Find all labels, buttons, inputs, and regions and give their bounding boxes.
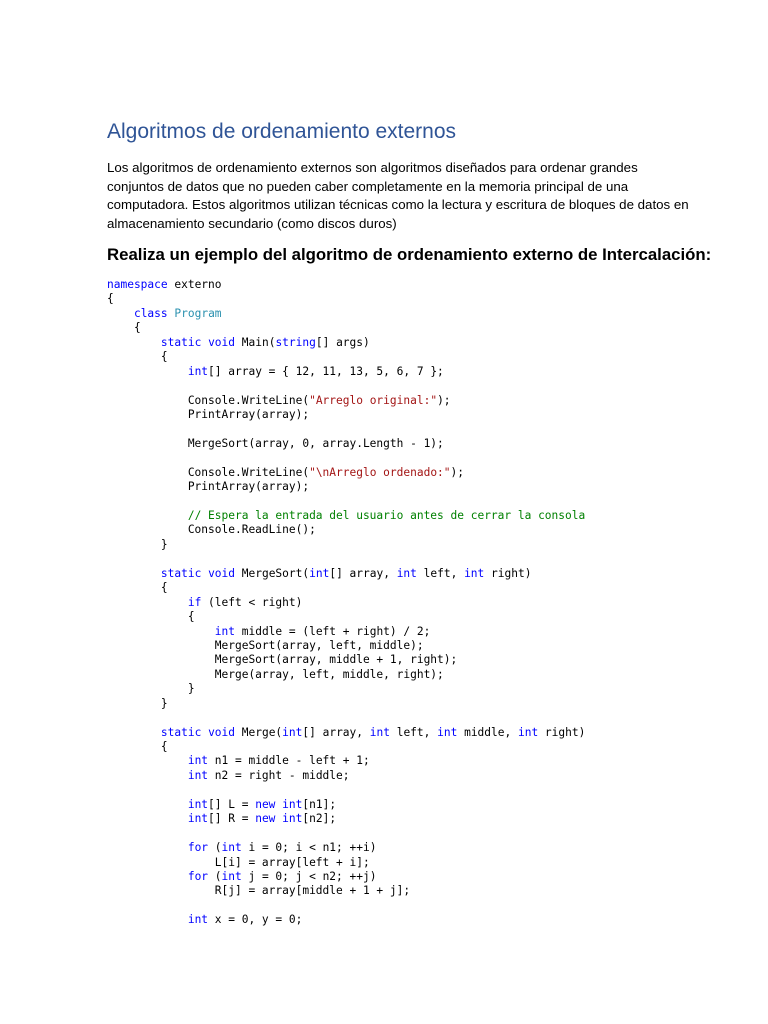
code-text: ); — [437, 393, 451, 407]
code-keyword: int — [187, 768, 209, 782]
code-string: "Arreglo original:" — [309, 393, 438, 407]
code-keyword: int — [187, 797, 209, 811]
code-keyword: int — [282, 797, 303, 811]
code-line — [107, 899, 585, 913]
code-line — [107, 379, 585, 393]
code-line — [107, 567, 585, 581]
code-line — [107, 581, 585, 595]
code-text: left, — [389, 725, 438, 739]
code-text: PrintArray(array); — [107, 407, 310, 421]
code-text — [107, 812, 188, 825]
code-keyword: int — [309, 566, 330, 580]
code-text: ); — [450, 465, 465, 479]
code-keyword: void — [208, 725, 236, 739]
code-line — [107, 754, 585, 768]
code-text — [107, 913, 188, 926]
code-keyword: static — [160, 335, 202, 349]
code-text: MergeSort(array, 0, array.Length - 1); — [107, 436, 444, 450]
code-text: ( — [208, 869, 222, 883]
code-text: [] array = { 12, 11, 13, 5, 6, 7 }; — [208, 364, 444, 378]
code-text — [107, 769, 188, 782]
code-text: right) — [484, 566, 532, 580]
code-line — [107, 336, 585, 350]
code-text: n2 = right - middle; — [208, 768, 350, 782]
code-keyword: int — [282, 812, 303, 826]
code-line — [107, 495, 585, 509]
code-line — [107, 365, 585, 379]
code-line — [107, 292, 585, 306]
code-line — [107, 870, 585, 884]
code-line — [107, 307, 585, 321]
code-keyword: if — [187, 595, 202, 609]
code-string: "\nArreglo ordenado:" — [309, 465, 451, 479]
code-text: right) — [538, 725, 586, 739]
code-text: [] array, — [329, 566, 397, 580]
code-line — [107, 596, 585, 610]
code-line — [107, 321, 585, 335]
code-line — [107, 783, 585, 797]
code-text: i = 0; i < n1; ++i) — [241, 841, 377, 855]
code-line — [107, 726, 585, 740]
code-block — [107, 278, 585, 928]
code-text: [n2]; — [302, 812, 337, 826]
code-keyword: int — [396, 566, 417, 580]
code-line — [107, 422, 585, 436]
code-text: { — [107, 292, 114, 306]
code-line — [107, 278, 585, 292]
code-text: { — [107, 350, 168, 364]
code-line — [107, 856, 585, 870]
code-text: Console.WriteLine( — [107, 393, 310, 407]
code-text: } — [107, 537, 168, 551]
code-keyword: for — [187, 841, 209, 855]
code-text: ( — [208, 841, 222, 855]
code-keyword: int — [187, 812, 209, 826]
intro-line: Los algoritmos de ordenamiento externos son algoritmos diseñados para ordenar grandes — [107, 160, 638, 175]
code-line — [107, 740, 585, 754]
code-line — [107, 769, 585, 783]
code-keyword: int — [464, 566, 485, 580]
code-line — [107, 437, 585, 451]
code-keyword: new — [255, 812, 276, 826]
code-keyword: int — [369, 725, 390, 739]
code-line — [107, 697, 585, 711]
code-text: MergeSort(array, left, middle); — [107, 638, 424, 652]
code-text: [] args) — [315, 335, 370, 349]
code-line — [107, 480, 585, 494]
code-text: [] array, — [302, 725, 370, 739]
code-keyword: int — [221, 869, 242, 883]
code-line — [107, 466, 585, 480]
intro-line: almacenamiento secundario (como discos duros) — [107, 216, 397, 232]
code-text — [107, 625, 215, 638]
code-line — [107, 552, 585, 566]
code-text: { — [107, 610, 195, 624]
code-text: } — [107, 682, 195, 696]
code-text: } — [107, 696, 168, 710]
code-text: R[j] = array[middle + 1 + j]; — [107, 884, 411, 898]
code-text: { — [107, 321, 141, 335]
code-line — [107, 625, 585, 639]
code-keyword: int — [214, 624, 235, 638]
code-keyword: int — [282, 725, 303, 739]
code-text — [107, 870, 188, 883]
code-line — [107, 653, 585, 667]
code-line — [107, 394, 585, 408]
code-text: [] R = — [208, 812, 256, 826]
code-line — [107, 451, 585, 465]
code-text: Console.WriteLine( — [107, 465, 310, 479]
code-line — [107, 884, 585, 898]
code-text: n1 = middle - left + 1; — [208, 754, 370, 768]
intro-paragraph — [107, 159, 687, 234]
code-line — [107, 408, 585, 422]
code-text: x = 0, y = 0; — [208, 913, 303, 927]
intro-line: conjuntos de datos que no pueden caber completamente en la memoria principal de una — [107, 178, 629, 194]
code-text: { — [107, 740, 168, 753]
code-text: { — [107, 581, 168, 595]
code-text: Merge( — [235, 725, 283, 739]
code-keyword: int — [187, 754, 209, 768]
code-text: Merge(array, left, middle, right); — [107, 667, 444, 681]
code-keyword: namespace — [107, 278, 168, 291]
code-keyword: string — [275, 335, 316, 349]
code-keyword: class — [133, 306, 168, 320]
code-line — [107, 812, 585, 826]
code-text — [107, 726, 161, 739]
code-text: L[i] = array[left + i]; — [107, 855, 370, 869]
code-text: [n1]; — [302, 797, 337, 811]
code-text — [107, 798, 188, 811]
code-text — [107, 754, 188, 767]
code-keyword: new — [255, 797, 276, 811]
code-text: middle = (left + right) / 2; — [235, 624, 431, 638]
document-title: Algoritmos de ordenamiento externos — [107, 120, 457, 143]
code-line — [107, 639, 585, 653]
code-text: Console.ReadLine(); — [107, 523, 316, 537]
code-line — [107, 538, 585, 552]
code-keyword: int — [517, 725, 539, 739]
code-text: (left < right) — [201, 595, 303, 609]
code-keyword: int — [187, 364, 209, 378]
code-keyword: static — [160, 566, 202, 580]
code-keyword: int — [437, 725, 458, 739]
code-text — [107, 841, 188, 854]
code-line — [107, 610, 585, 624]
code-keyword: int — [221, 841, 242, 855]
code-text: middle, — [457, 725, 518, 739]
code-keyword: for — [187, 869, 209, 883]
code-line — [107, 509, 585, 523]
code-line — [107, 841, 585, 855]
code-text — [107, 336, 161, 349]
code-keyword: static — [160, 725, 202, 739]
code-line — [107, 523, 585, 537]
code-text — [107, 596, 188, 609]
code-text — [107, 307, 134, 320]
code-text — [107, 509, 188, 522]
code-text: MergeSort(array, middle + 1, right); — [107, 653, 458, 667]
code-text: PrintArray(array); — [107, 480, 310, 494]
code-line — [107, 711, 585, 725]
code-line — [107, 668, 585, 682]
code-text: left, — [416, 566, 465, 580]
code-text — [107, 365, 188, 378]
code-text: Main( — [235, 335, 276, 349]
code-line — [107, 798, 585, 812]
intro-line: computadora. Estos algoritmos utilizan técnicas como la lectura y escritura de bloques de datos en — [107, 197, 689, 213]
code-line — [107, 913, 585, 927]
exercise-heading: Realiza un ejemplo del algoritmo de ordenamiento externo de Intercalación: — [107, 245, 712, 264]
code-keyword: void — [208, 335, 236, 349]
code-line — [107, 827, 585, 841]
code-keyword: void — [208, 566, 236, 580]
code-line — [107, 682, 585, 696]
code-text: MergeSort( — [235, 566, 310, 580]
code-type: Program — [174, 306, 222, 320]
code-text: [] L = — [208, 797, 256, 811]
code-text — [107, 567, 161, 580]
code-text: j = 0; j < n2; ++j) — [241, 869, 377, 883]
code-keyword: int — [187, 913, 209, 927]
code-comment: // Espera la entrada del usuario antes de cerrar la consola — [187, 509, 586, 522]
code-line — [107, 350, 585, 364]
code-text: externo — [167, 278, 222, 291]
